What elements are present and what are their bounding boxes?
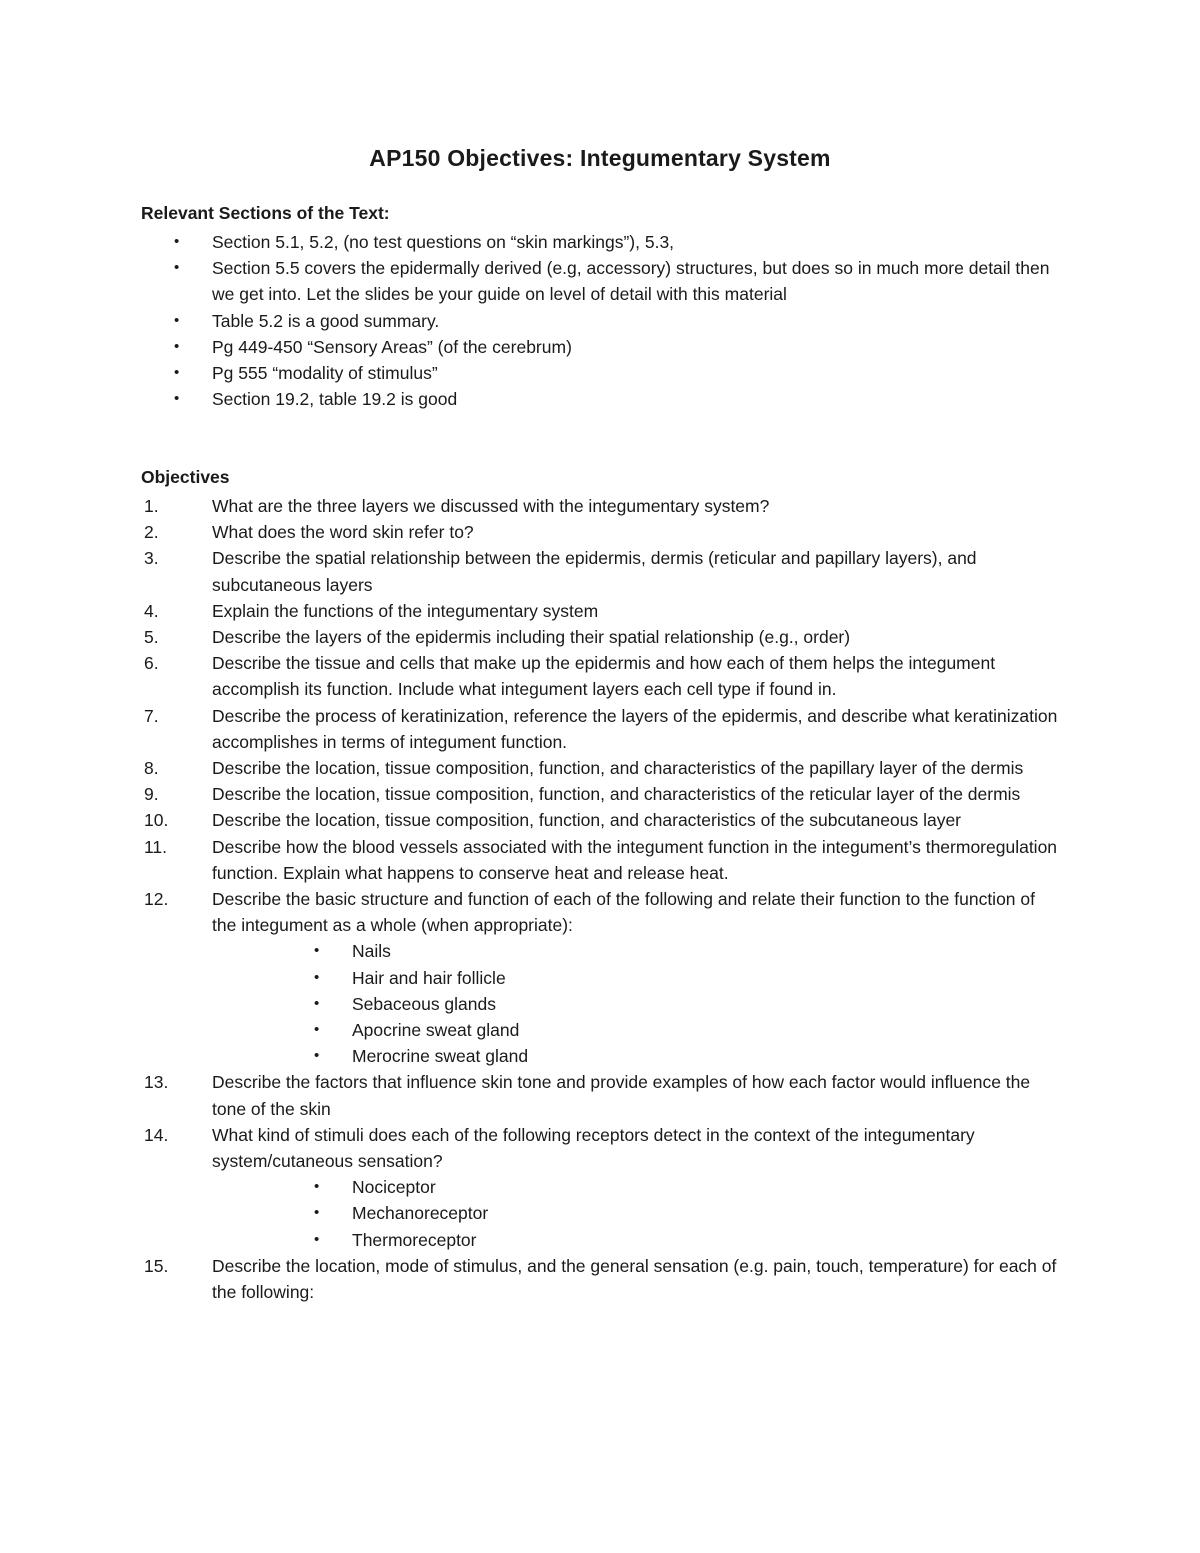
- objective-number: 15.: [144, 1255, 169, 1276]
- objective-text: What kind of stimuli does each of the following receptors detect in the context of the integumentary system/cutaneous sensation?: [212, 1124, 975, 1172]
- objective-sublist: [212, 1174, 1060, 1253]
- bullet-icon: •: [174, 311, 180, 329]
- objective-text: Explain the functions of the integumentary system: [212, 600, 599, 621]
- objective-number: 12.: [144, 889, 169, 910]
- objectives-heading: Objectives: [141, 467, 230, 487]
- objective-item: [0, 519, 1200, 545]
- objective-item: [0, 1122, 1200, 1253]
- objective-subitem-text: Thermoreceptor: [352, 1229, 477, 1250]
- objective-number: 7.: [144, 705, 159, 726]
- objective-subitem: [212, 938, 1060, 964]
- objective-subitem: [212, 1200, 1060, 1226]
- objective-number: 4.: [144, 600, 159, 621]
- bullet-icon: •: [314, 1178, 320, 1196]
- objective-text: What are the three layers we discussed with the integumentary system?: [212, 496, 770, 516]
- objective-item: [0, 886, 1200, 1069]
- objective-item: [0, 598, 1200, 624]
- objective-subitem: [212, 991, 1060, 1017]
- objective-number: 13.: [144, 1072, 169, 1093]
- bullet-icon: •: [314, 1021, 320, 1039]
- relevant-section-item: [0, 255, 1200, 307]
- bullet-icon: •: [314, 1230, 320, 1248]
- objective-number: 9.: [144, 784, 159, 805]
- relevant-section-item: [0, 334, 1200, 360]
- objective-subitem-text: Merocrine sweat gland: [352, 1046, 529, 1067]
- relevant-section-item: [0, 386, 1200, 412]
- objectives-list: [0, 493, 1200, 1305]
- bullet-icon: •: [314, 994, 320, 1012]
- objective-item: [0, 1253, 1200, 1305]
- objective-number: 11.: [144, 836, 168, 857]
- objective-number: 14.: [144, 1124, 169, 1145]
- objective-text: Describe the factors that influence skin tone and provide examples of how each factor would influence the tone of the skin: [212, 1072, 1031, 1119]
- relevant-sections-list: [0, 229, 1200, 412]
- objective-item: [0, 834, 1200, 886]
- bullet-icon: •: [314, 942, 320, 960]
- objective-number: 1.: [144, 496, 159, 516]
- objective-subitem: [212, 1227, 1060, 1253]
- objective-subitem-text: Mechanoreceptor: [352, 1203, 489, 1224]
- objective-text: Describe the basic structure and function of each of the following and relate their function to the function of the integument as a whole (when appropriate):: [212, 889, 1035, 936]
- objective-number: 3.: [144, 548, 159, 569]
- objective-item: [0, 650, 1200, 702]
- objective-text: Describe the location, tissue composition, function, and characteristics of the reticular layer of the dermis: [212, 784, 1021, 805]
- objective-subitem-text: Nociceptor: [352, 1177, 436, 1198]
- objective-item: [0, 493, 1200, 519]
- objective-subitem-text: Nails: [352, 941, 391, 962]
- objective-text: Describe the spatial relationship between the epidermis, dermis (reticular and papillary layers), and subcutaneous layers: [212, 548, 977, 595]
- objective-subitem-text: Sebaceous glands: [352, 993, 496, 1014]
- relevant-section-text: Section 19.2, table 19.2 is good: [212, 389, 458, 410]
- objective-text: Describe the location, tissue composition, function, and characteristics of the papillary layer of the dermis: [212, 758, 1024, 779]
- objective-item: [0, 755, 1200, 781]
- objective-sublist: [212, 938, 1060, 1069]
- objective-subitem-text: Apocrine sweat gland: [352, 1020, 520, 1041]
- objective-item: [0, 703, 1200, 755]
- objective-subitem-text: Hair and hair follicle: [352, 967, 506, 988]
- objective-text: What does the word skin refer to?: [212, 522, 474, 543]
- objective-subitem: [212, 1043, 1060, 1069]
- objective-number: 6.: [144, 653, 159, 674]
- objective-subitem: [212, 1174, 1060, 1200]
- relevant-section-item: [0, 229, 1200, 255]
- bullet-icon: •: [174, 337, 180, 355]
- objective-number: 5.: [144, 627, 159, 648]
- objective-text: Describe how the blood vessels associated with the integument function in the integument’s thermoregulation function. Explain what happens to conserve heat and release heat.: [212, 836, 1058, 883]
- bullet-icon: •: [314, 968, 320, 986]
- objective-number: 2.: [144, 522, 159, 543]
- relevant-section-text: Pg 449-450 “Sensory Areas” (of the cerebrum): [212, 336, 572, 357]
- document-title: AP150 Objectives: Integumentary System: [369, 145, 831, 171]
- relevant-section-item: [0, 360, 1200, 386]
- objective-number: 8.: [144, 758, 159, 779]
- objective-item: [0, 624, 1200, 650]
- bullet-icon: •: [314, 1204, 320, 1222]
- relevant-sections-heading: Relevant Sections of the Text:: [141, 203, 390, 223]
- objective-subitem: [212, 1017, 1060, 1043]
- objective-text: Describe the tissue and cells that make up the epidermis and how each of them helps the integument accomplish its function. Include what integument layers each cell type if found in.: [212, 653, 996, 700]
- objective-item: [0, 781, 1200, 807]
- objective-text: Describe the location, tissue composition, function, and characteristics of the subcutaneous layer: [212, 810, 962, 831]
- objective-item: [0, 807, 1200, 833]
- bullet-icon: •: [174, 259, 180, 277]
- objective-text: Describe the location, mode of stimulus, and the general sensation (e.g. pain, touch, temperature) for each of the following:: [212, 1255, 1057, 1303]
- objective-subitem: [212, 965, 1060, 991]
- bullet-icon: •: [174, 390, 180, 408]
- relevant-section-text: Pg 555 “modality of stimulus”: [212, 363, 438, 384]
- bullet-icon: •: [314, 1047, 320, 1065]
- objective-text: Describe the layers of the epidermis including their spatial relationship (e.g., order): [212, 627, 851, 648]
- objective-item: [0, 545, 1200, 597]
- relevant-section-text: Table 5.2 is a good summary.: [212, 310, 440, 331]
- objective-number: 10.: [144, 810, 169, 831]
- bullet-icon: •: [174, 233, 180, 250]
- objective-item: [0, 1069, 1200, 1121]
- relevant-section-text: Section 5.5 covers the epidermally derived (e.g, accessory) structures, but does so in much more detail then we get into. Let the slides be your guide on level of detail with this material: [212, 258, 1050, 305]
- objective-text: Describe the process of keratinization, reference the layers of the epidermis, and describe what keratinization accomplishes in terms of integument function.: [212, 705, 1058, 752]
- relevant-section-text: Section 5.1, 5.2, (no test questions on “skin markings”), 5.3,: [212, 232, 675, 252]
- relevant-section-item: [0, 308, 1200, 334]
- bullet-icon: •: [174, 364, 180, 382]
